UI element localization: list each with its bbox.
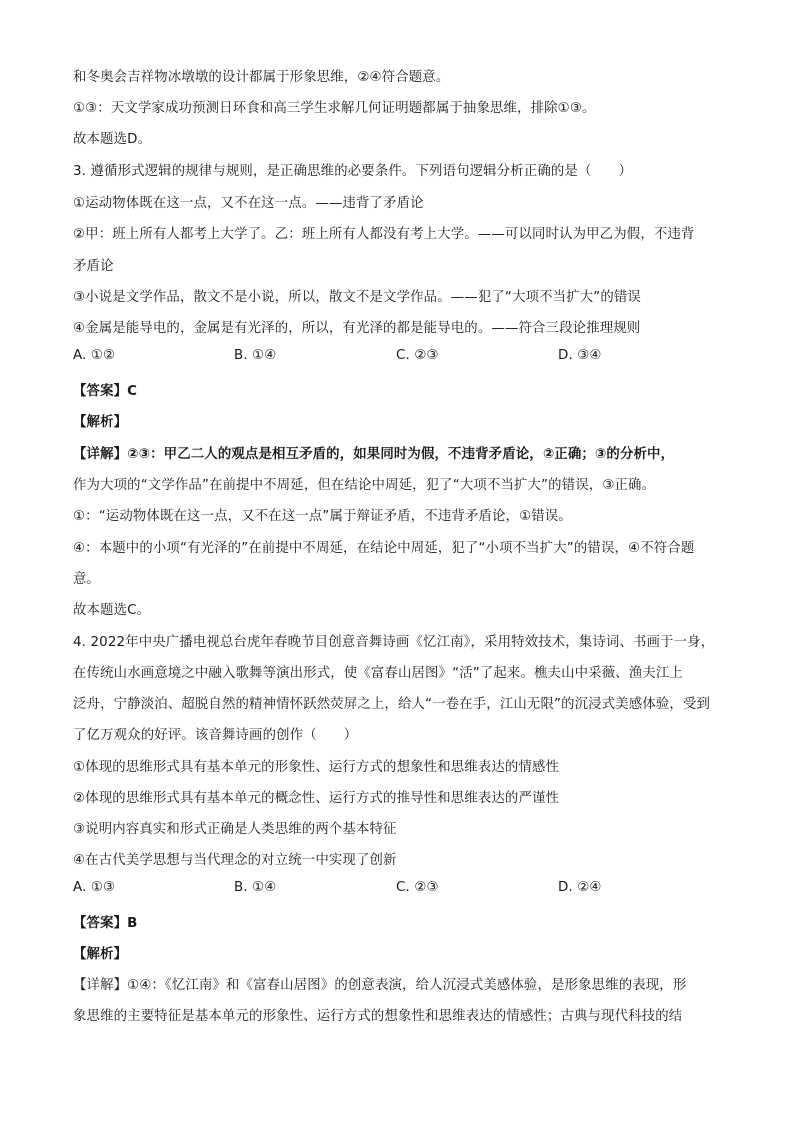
q4-statement-2: ②体现的思维形式具有基本单元的概念性、运行方式的推导性和思维表达的严谨性 [73,791,560,806]
question-4-stem: 4. 2022年中央广播电视总台虎年春晚节目创意音舞诗画《忆江南》，采用特效技术，集诗词、书画于一身， [73,635,715,650]
question-4-stem-4: 了亿万观众的好评。该音舞诗画的创作（ ） [73,728,358,743]
q3-detail-1: 【详解】②③：甲乙二人的观点是相互矛盾的，如果同时为假，不违背矛盾论，②正确；③的分析中， [73,447,675,462]
q3-conclusion: 故本题选C。 [73,603,151,618]
q3-statement-3: ③小说是文学作品，散文不是小说，所以，散文不是文学作品。——犯了“大项不当扩大”的错误 [73,290,641,305]
q4-statement-3: ③说明内容真实和形式正确是人类思维的两个基本特征 [73,822,397,837]
q3-detail-4-cont: 意。 [73,572,101,587]
q4-detail-2: 象思维的主要特征是基本单元的形象性、运行方式的想象性和思维表达的情感性；古典与现代科技的结 [73,1009,683,1024]
q4-answer: 【答案】B [73,916,138,931]
question-4-stem-2: 在传统山水画意境之中融入歌舞等演出形式，使《富春山居图》“活”了起来。樵夫山中采薇、渔夫江上 [73,666,683,681]
q3-detail-3: ①：“运动物体既在这一点，又不在这一点”属于辩证矛盾，不违背矛盾论，①错误。 [73,509,572,524]
question-4-stem-3: 泛舟，宁静淡泊、超脱自然的精神情怀跃然荧屏之上，给人“一卷在手，江山无限”的沉浸式美感体验，受到 [73,697,711,712]
q4-statement-4: ④在古代美学思想与当代理念的对立统一中实现了创新 [73,853,397,868]
q3-option-c: C. ②③ [396,348,439,363]
q4-detail-1: 【详解】①④：《忆江南》和《富春山居图》的创意表演，给人沉浸式美感体验，是形象思维的表现，形 [73,978,687,993]
q3-statement-4: ④金属是能导电的，金属是有光泽的，所以，有光泽的都是能导电的。——符合三段论推理规则 [73,321,641,336]
q3-option-a: A. ①② [73,348,116,363]
q3-answer: 【答案】C [73,384,138,399]
q3-option-b: B. ①④ [234,348,277,363]
q4-analysis-heading: 【解析】 [73,947,128,962]
q4-option-a: A. ①③ [73,880,116,895]
q3-detail-4: ④：本题中的小项“有光泽的”在前提中不周延，在结论中周延，犯了“小项不当扩大”的错误，④不符合题 [73,541,695,556]
text-line: 和冬奥会吉祥物冰墩墩的设计都属于形象思维，②④符合题意。 [73,70,450,85]
question-3-stem: 3. 遵循形式逻辑的规律与规则，是正确思维的必要条件。下列语句逻辑分析正确的是（ ） [73,164,633,179]
q4-option-c: C. ②③ [396,880,439,895]
text-line: ①③：天文学家成功预测日环食和高三学生求解几何证明题都属于抽象思维，排除①③。 [73,101,596,116]
q3-statement-2-cont: 矛盾论 [73,259,114,274]
q4-statement-1: ①体现的思维形式具有基本单元的形象性、运行方式的想象性和思维表达的情感性 [73,760,560,775]
q4-option-d: D. ②④ [558,880,602,895]
q3-option-d: D. ③④ [558,348,602,363]
q4-option-b: B. ①④ [234,880,277,895]
q3-statement-1: ①运动物体既在这一点，又不在这一点。——违背了矛盾论 [73,196,424,211]
q3-analysis-heading: 【解析】 [73,415,128,430]
text-line: 故本题选D。 [73,132,152,147]
q3-statement-2: ②甲：班上所有人都考上大学了。乙：班上所有人都没有考上大学。——可以同时认为甲乙为假，不违背 [73,227,695,242]
q3-detail-2: 作为大项的“文学作品”在前提中不周延，但在结论中周延，犯了“大项不当扩大”的错误，③正确。 [73,478,656,493]
